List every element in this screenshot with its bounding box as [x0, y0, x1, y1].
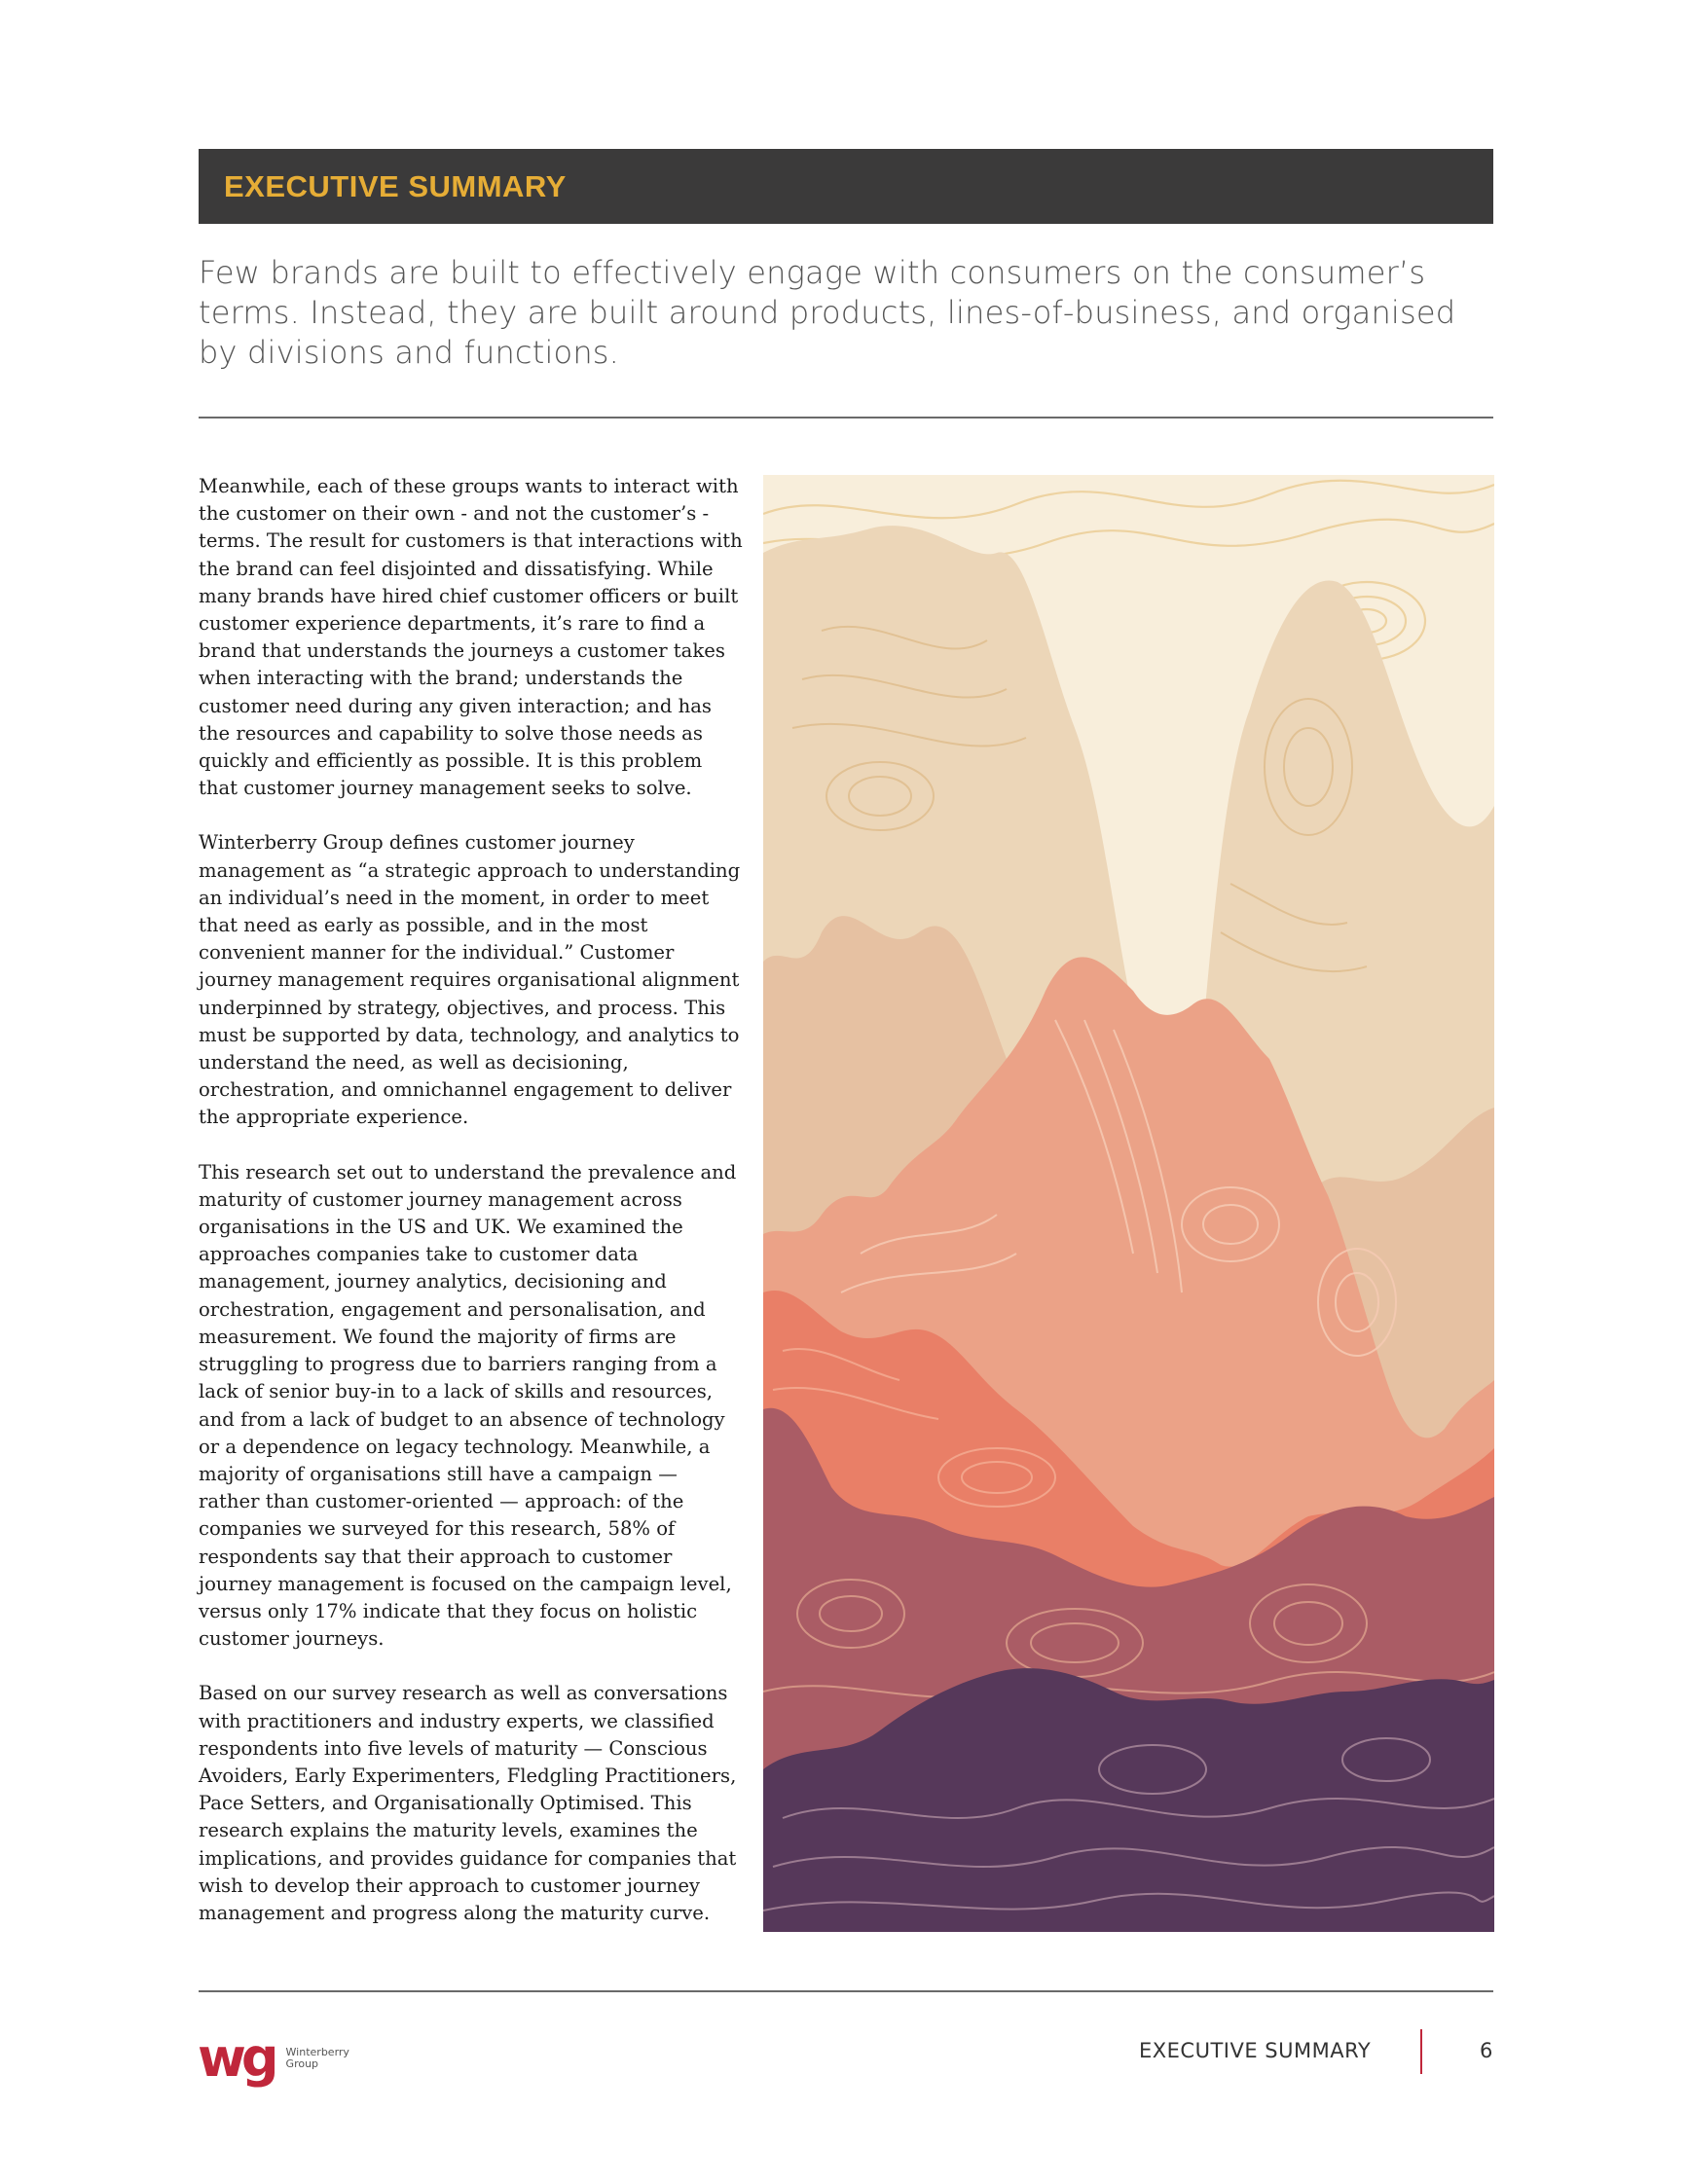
paragraph: Meanwhile, each of these groups wants to interact with the customer on their own - and not the customer’s - terms. The result for customers is that interactions with the brand can feel disjointed and dissatisfying. While many brands have hired chief customer officers or built customer experience departments, it’s rare to find a brand that understands the journeys a customer takes when interacting with the brand; understands the customer need during any given interaction; and has the resources and capability to solve those needs as quickly and efficiently as possible. It is this problem that customer journey management seeks to solve.: [199, 475, 743, 800]
divider-top: [199, 417, 1493, 419]
logo-line2: Group: [285, 2057, 319, 2070]
section-header: [199, 149, 1493, 224]
winterberry-logo: [198, 2027, 349, 2089]
logo-line1: Winterberry: [285, 2046, 349, 2058]
page-number: 6: [1480, 2039, 1493, 2062]
logo-mark: wg: [198, 2027, 275, 2089]
body-text-column: [199, 473, 744, 1954]
footer-divider: [1420, 2029, 1422, 2074]
intro-statement: Few brands are built to effectively engage with consumers on the consumer’s terms. Instead, they are built around products, lines-of-business, and organised by divisions and functions.: [199, 254, 1456, 371]
paragraph: Winterberry Group defines customer journey management as “a strategic approach to understanding an individual’s need in the moment, in order to meet that need as early as possible, and in the most convenient manner for the individual.” Customer journey management requires organisational alignment underpinned by strategy, objectives, and process. This must be supported by data, technology, and analytics to understand the need, as well as decisioning, orchestration, and omnichannel engagement to deliver the appropriate experience.: [199, 831, 741, 1129]
mountain-artwork: [763, 475, 1494, 1932]
section-title: EXECUTIVE SUMMARY: [224, 168, 567, 203]
paragraph: Based on our survey research as well as conversations with practitioners and industry experts, we classified respondents into five levels of maturity — Conscious Avoiders, Early Experimenters, Fledgling Practitioners, Pace Setters, and Organisationally Optimised. This research explains the maturity levels, examines the implications, and provides guidance for companies that wish to develop their approach to customer journey management and progress along the maturity curve.: [199, 1682, 737, 1924]
mountain-topography-illustration: [763, 475, 1494, 1932]
divider-bottom: [199, 1990, 1493, 1992]
logo-name: [286, 2047, 349, 2070]
paragraph: This research set out to understand the prevalence and maturity of customer journey management across organisations in the US and UK. We examined the approaches companies take to customer data management, journey analytics, decisioning and orchestration, engagement and personalisation, and measurement. We found the majority of firms are struggling to progress due to barriers ranging from a lack of senior buy-in to a lack of skills and resources, and from a lack of budget to an absence of technology or a dependence on legacy technology. Meanwhile, a majority of organisations still have a campaign — rather than customer-oriented — approach: of the companies we surveyed for this research, 58% of respondents say that their approach to customer journey management is focused on the campaign level, versus only 17% indicate that they focus on holistic customer journeys.: [199, 1160, 737, 1651]
footer-section-label: EXECUTIVE SUMMARY: [1139, 2039, 1372, 2062]
